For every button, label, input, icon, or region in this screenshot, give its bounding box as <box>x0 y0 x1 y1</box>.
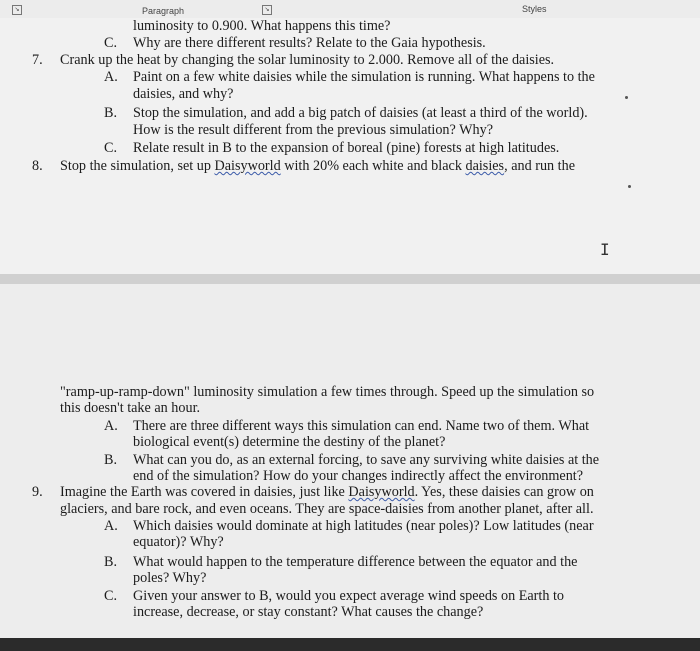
text-line <box>60 158 575 174</box>
document-page-1[interactable] <box>0 18 700 274</box>
stray-mark <box>625 96 628 99</box>
text-run: Stop the simulation, set up <box>60 158 215 174</box>
text-line: What would happen to the temperature difference between the equator and the <box>133 554 578 570</box>
item-label: A. <box>104 69 118 85</box>
text-line: There are three different ways this simulation can end. Name two of them. What <box>133 418 590 434</box>
question-number: 9. <box>32 484 43 500</box>
question-number: 7. <box>32 52 43 68</box>
text-line: increase, decrease, or stay constant? What causes the change? <box>133 604 484 620</box>
text-line: Why are there different results? Relate to the Gaia hypothesis. <box>133 35 486 51</box>
ribbon-bar <box>0 0 700 20</box>
item-label: C. <box>104 140 118 156</box>
spelling-flag[interactable]: Daisyworld <box>348 484 415 500</box>
item-label: C. <box>104 588 118 604</box>
paragraph-group-label: Paragraph <box>142 6 185 16</box>
text-line: Stop the simulation, and add a big patch of daisies (at least a third of the world). <box>133 105 588 121</box>
item-label: C. <box>104 35 118 51</box>
text-line: Crank up the heat by changing the solar luminosity to 2.000. Remove all of the daisies. <box>60 52 555 68</box>
text-line: biological event(s) determine the destiny of the planet? <box>133 434 446 450</box>
item-label: B. <box>104 554 118 570</box>
spelling-flag[interactable]: Daisyworld <box>214 158 281 174</box>
styles-group-label: Styles <box>522 4 547 14</box>
item-label: A. <box>104 518 118 534</box>
text-line: glaciers, and bare rock, and even oceans. They are space-daisies from another planet, after all. <box>60 501 594 517</box>
text-line: Given your answer to B, would you expect average wind speeds on Earth to <box>133 588 565 604</box>
text-line: equator)? Why? <box>133 534 224 550</box>
text-line: daisies, and why? <box>133 86 234 102</box>
paragraph-launcher-icon[interactable]: ↘ <box>262 5 272 15</box>
spelling-flag[interactable]: daisies <box>465 158 505 174</box>
document-page-2[interactable] <box>0 284 700 640</box>
text-run: , and run the <box>504 158 576 174</box>
text-line: Relate result in B to the expansion of boreal (pine) forests at high latitudes. <box>133 140 560 156</box>
text-cursor-icon: I <box>600 240 610 259</box>
item-label: B. <box>104 452 118 468</box>
text-line: end of the simulation? How do your changes indirectly affect the environment? <box>133 468 584 484</box>
dialog-launcher-icon[interactable]: ↘ <box>12 5 22 15</box>
status-bar <box>0 638 700 651</box>
text-line <box>60 484 594 500</box>
text-run: . Yes, these daisies can grow on <box>414 484 594 500</box>
text-line: How is the result different from the previous simulation? Why? <box>133 122 493 138</box>
page-gap <box>0 274 700 284</box>
text-line: this doesn't take an hour. <box>60 400 201 416</box>
stray-mark <box>628 185 631 188</box>
text-line: Paint on a few white daisies while the simulation is running. What happens to the <box>133 69 595 85</box>
text-line: "ramp-up-ramp-down" luminosity simulation a few times through. Speed up the simulation so <box>60 384 595 400</box>
text-line: luminosity to 0.900. What happens this time? <box>133 18 391 34</box>
item-label: B. <box>104 105 118 121</box>
text-run: Imagine the Earth was covered in daisies, just like <box>60 484 349 500</box>
text-line: Which daisies would dominate at high latitudes (near poles)? Low latitudes (near <box>133 518 594 534</box>
text-run: with 20% each white and black <box>280 158 466 174</box>
item-label: A. <box>104 418 118 434</box>
question-number: 8. <box>32 158 43 174</box>
text-line: poles? Why? <box>133 570 207 586</box>
text-line: What can you do, as an external forcing, to save any surviving white daisies at the <box>133 452 600 468</box>
